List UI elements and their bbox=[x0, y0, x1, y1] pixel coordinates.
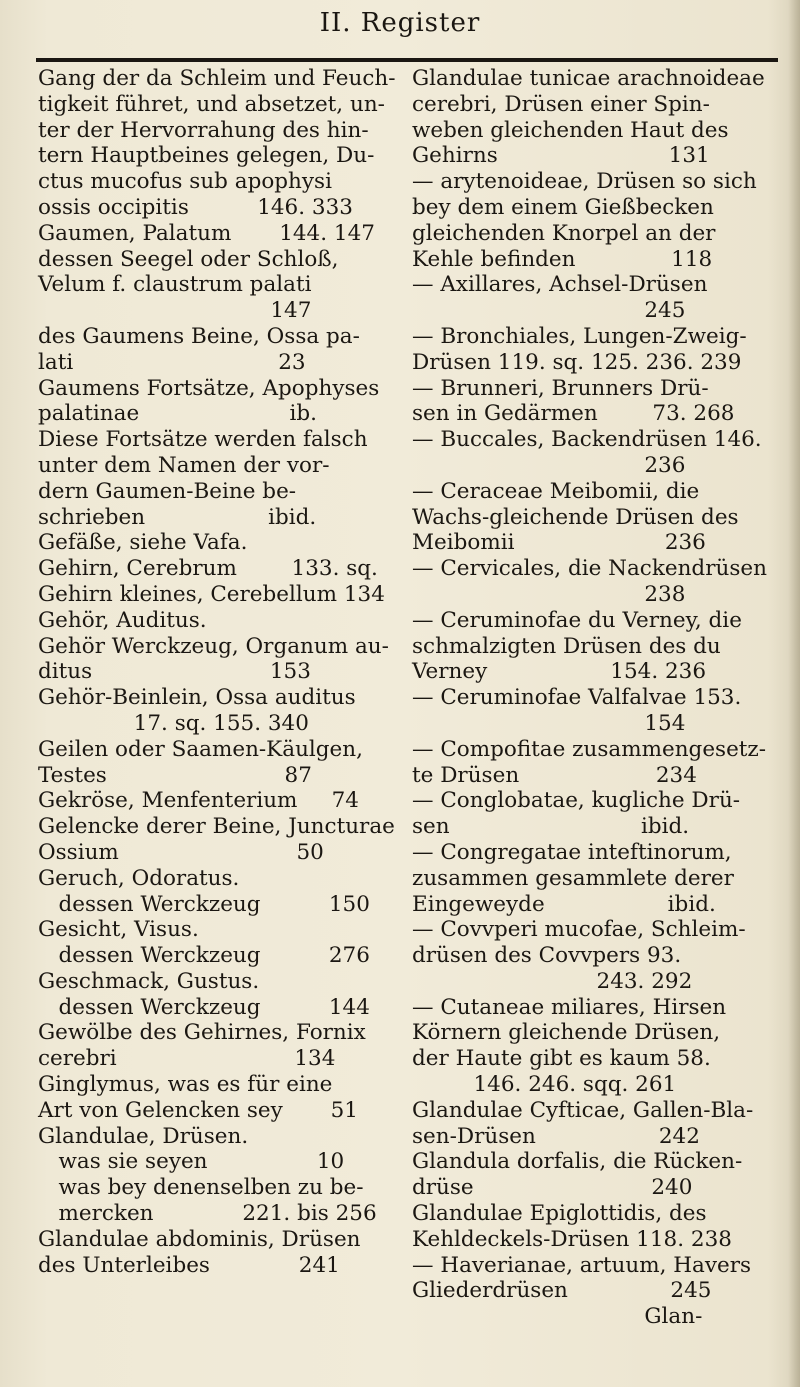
index-line: Ginglymus, was es für eine bbox=[38, 1072, 333, 1098]
index-line: was bey denenselben zu be- bbox=[38, 1175, 364, 1201]
index-line: — Covvperi mucofae, Schleim- bbox=[412, 917, 746, 943]
index-line: zusammen gesammlete derer bbox=[412, 865, 734, 891]
index-line: dessen Werckzeug 150 bbox=[38, 891, 370, 917]
index-line: tigkeit führet, und absetzet, un- bbox=[38, 91, 385, 117]
index-line: Gehirn, Cerebrum 133. sq. bbox=[38, 556, 378, 582]
index-line: sen-Drüsen 242 bbox=[412, 1123, 700, 1149]
index-line: Glan- bbox=[412, 1304, 703, 1330]
right-index-column bbox=[412, 66, 784, 1330]
page-edge-shadow bbox=[788, 0, 800, 1387]
index-line: drüsen des Covvpers 93. bbox=[412, 943, 682, 969]
index-line: tern Hauptbeines gelegen, Du- bbox=[38, 143, 375, 169]
index-line: Verney 154. 236 bbox=[412, 659, 707, 685]
index-line: — Brunneri, Brunners Drü- bbox=[412, 375, 709, 401]
index-line: 236 bbox=[412, 452, 686, 478]
index-line: ossis occipitis 146. 333 bbox=[38, 194, 353, 220]
index-line: te Drüsen 234 bbox=[412, 762, 697, 788]
index-line: 245 bbox=[412, 298, 686, 324]
index-line: — arytenoideae, Drüsen so sich bbox=[412, 169, 757, 195]
index-line: — Ceraceae Meibomii, die bbox=[412, 478, 700, 504]
index-line: cerebri 134 bbox=[38, 1046, 336, 1072]
index-line: Velum f. claustrum palati bbox=[38, 272, 312, 298]
index-line: Geschmack, Gustus. bbox=[38, 968, 260, 994]
index-line: Geilen oder Saamen-Käulgen, bbox=[38, 736, 363, 762]
header-rule bbox=[36, 58, 778, 62]
index-line: — Ceruminofae du Verney, die bbox=[412, 607, 742, 633]
index-line: Gaumen, Palatum 144. 147 bbox=[38, 220, 375, 246]
index-line: Gehirn kleines, Cerebellum 134 bbox=[38, 581, 385, 607]
index-line: 154 bbox=[412, 710, 686, 736]
index-line: Gehör, Auditus. bbox=[38, 607, 207, 633]
index-line: Gehör Werckzeug, Organum au- bbox=[38, 633, 389, 659]
index-line: Gaumens Fortsätze, Apophyses bbox=[38, 375, 380, 401]
index-line: ditus 153 bbox=[38, 659, 311, 685]
index-line: Gehör-Beinlein, Ossa auditus bbox=[38, 685, 356, 711]
index-line: — Ceruminofae Valfalvae 153. bbox=[412, 685, 742, 711]
index-line: Gewölbe des Gehirnes, Fornix bbox=[38, 1020, 366, 1046]
index-line: Kehldeckels-Drüsen 118. 238 bbox=[412, 1226, 732, 1252]
index-line: lati 23 bbox=[38, 349, 306, 375]
index-line: cerebri, Drüsen einer Spin- bbox=[412, 91, 710, 117]
index-line: drüse 240 bbox=[412, 1175, 693, 1201]
index-line: Diese Fortsätze werden falsch bbox=[38, 427, 368, 453]
index-line: unter dem Namen der vor- bbox=[38, 452, 330, 478]
index-line: Gang der da Schleim und Feuch- bbox=[38, 66, 396, 91]
index-line: des Gaumens Beine, Ossa pa- bbox=[38, 323, 360, 349]
index-line: Gefäße, siehe Vafa. bbox=[38, 530, 248, 556]
index-line: dessen Werckzeug 144 bbox=[38, 994, 370, 1020]
index-line: dessen Werckzeug 276 bbox=[38, 943, 370, 969]
index-line: 238 bbox=[412, 581, 686, 607]
index-line: Glandulae Epiglottidis, des bbox=[412, 1201, 707, 1227]
index-line: — Congregatae inteftinorum, bbox=[412, 839, 732, 865]
index-line: Art von Gelencken sey 51 bbox=[38, 1097, 358, 1123]
index-line: ctus mucofus sub apophysi bbox=[38, 169, 332, 195]
left-index-column bbox=[38, 66, 398, 1278]
index-line: — Axillares, Achsel-Drüsen bbox=[412, 272, 708, 298]
index-line: Meibomii 236 bbox=[412, 530, 706, 556]
index-line: sen in Gedärmen 73. 268 bbox=[412, 401, 735, 427]
index-line: gleichenden Knorpel an der bbox=[412, 220, 716, 246]
index-line: — Cutaneae miliares, Hirsen bbox=[412, 994, 727, 1020]
index-line: Gehirns 131 bbox=[412, 143, 710, 169]
index-line: was sie seyen 10 bbox=[38, 1149, 345, 1175]
index-line: Glandulae Cyfticae, Gallen-Bla- bbox=[412, 1097, 754, 1123]
index-line: weben gleichenden Haut des bbox=[412, 117, 729, 143]
index-line: Drüsen 119. sq. 125. 236. 239 bbox=[412, 349, 742, 375]
page-header: II. Register bbox=[319, 8, 481, 38]
index-line: 243. 292 bbox=[412, 968, 693, 994]
index-line: dessen Seegel oder Schloß, bbox=[38, 246, 339, 272]
index-line: — Haverianae, artuum, Havers bbox=[412, 1252, 752, 1278]
index-line: Glandulae abdominis, Drüsen bbox=[38, 1226, 361, 1252]
index-line: Gliederdrüsen 245 bbox=[412, 1278, 712, 1304]
index-line: Gekröse, Menfenterium 74 bbox=[38, 788, 359, 814]
index-line: Eingeweyde ibid. bbox=[412, 891, 716, 917]
index-line: mercken 221. bis 256 bbox=[38, 1201, 377, 1227]
index-line: Gesicht, Visus. bbox=[38, 917, 199, 943]
index-line: Testes 87 bbox=[38, 762, 312, 788]
index-line: 146. 246. sqq. 261 bbox=[412, 1072, 677, 1098]
index-line: dern Gaumen-Beine be- bbox=[38, 478, 297, 504]
index-line: — Buccales, Backendrüsen 146. bbox=[412, 427, 762, 453]
index-line: Geruch, Odoratus. bbox=[38, 865, 240, 891]
index-line: Gelencke derer Beine, Juncturae bbox=[38, 814, 395, 840]
index-line: — Conglobatae, kugliche Drü- bbox=[412, 788, 741, 814]
index-line: des Unterleibes 241 bbox=[38, 1252, 340, 1278]
index-line: Wachs-gleichende Drüsen des bbox=[412, 504, 739, 530]
index-line: schrieben ibid. bbox=[38, 504, 317, 530]
index-line: palatinae ib. bbox=[38, 401, 318, 427]
index-line: Glandula dorfalis, die Rücken- bbox=[412, 1149, 743, 1175]
index-line: sen ibid. bbox=[412, 814, 690, 840]
index-line: Ossium 50 bbox=[38, 839, 324, 865]
index-line: Kehle befinden 118 bbox=[412, 246, 713, 272]
index-line: Glandulae tunicae arachnoideae bbox=[412, 66, 765, 91]
index-line: ter der Hervorrahung des hin- bbox=[38, 117, 369, 143]
index-line: bey dem einem Gießbecken bbox=[412, 194, 714, 220]
index-line: der Haute gibt es kaum 58. bbox=[412, 1046, 711, 1072]
index-line: — Cervicales, die Nackendrüsen bbox=[412, 556, 767, 582]
index-line: — Compofitae zusammengesetz- bbox=[412, 736, 767, 762]
index-line: Körnern gleichende Drüsen, bbox=[412, 1020, 721, 1046]
index-line: 17. sq. 155. 340 bbox=[38, 710, 309, 736]
index-line: Glandulae, Drüsen. bbox=[38, 1123, 249, 1149]
index-line: 147 bbox=[38, 298, 312, 324]
index-line: — Bronchiales, Lungen-Zweig- bbox=[412, 323, 747, 349]
index-line: schmalzigten Drüsen des du bbox=[412, 633, 721, 659]
